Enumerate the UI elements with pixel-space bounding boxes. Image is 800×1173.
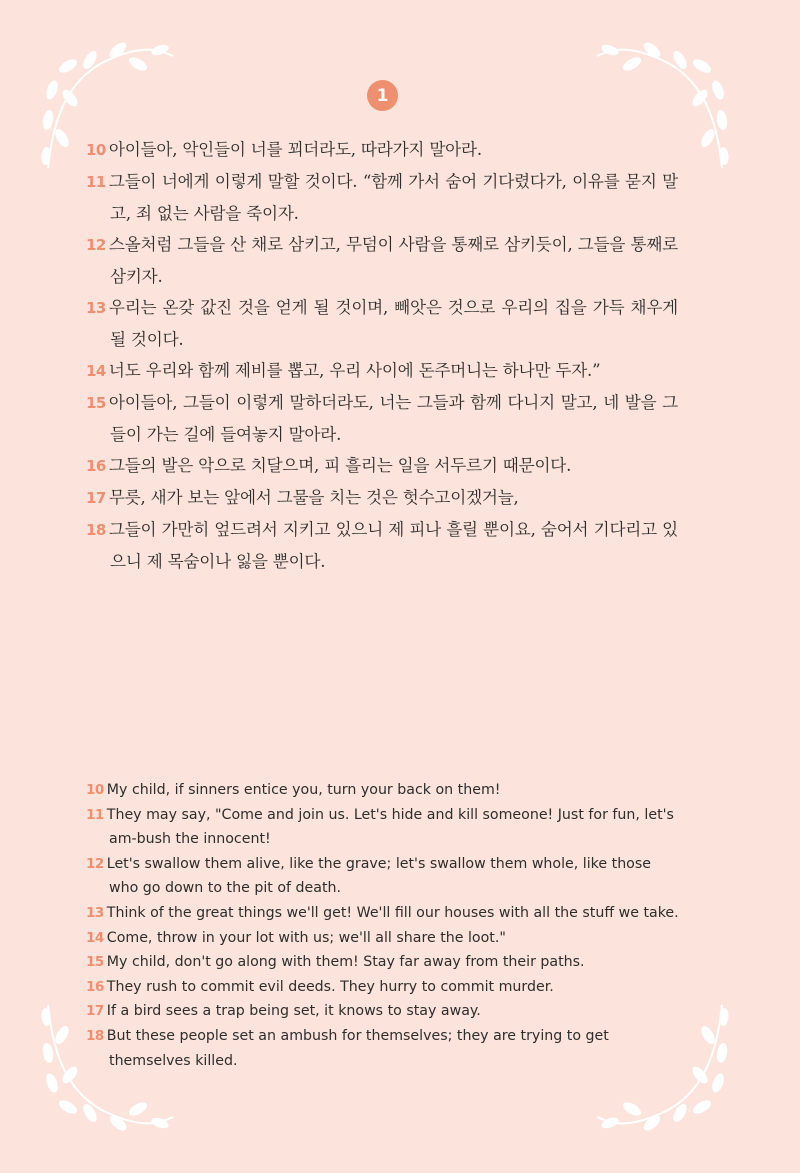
verse-number: 12 xyxy=(86,236,106,254)
verse-text: 우리는 온갖 값진 것을 얻게 될 것이며, 빼앗은 것으로 우리의 집을 가득 채우게 될 것이다. xyxy=(108,298,678,349)
verse-text: If a bird sees a trap being set, it knows to stay away. xyxy=(106,1003,481,1020)
verse-text: 너도 우리와 함께 제비를 뽑고, 우리 사이에 돈주머니는 하나만 두자.” xyxy=(108,361,601,380)
korean-verse-list xyxy=(86,134,678,577)
verse-text: Come, throw in your lot with us; we'll all share the loot." xyxy=(106,929,506,946)
verse-number: 11 xyxy=(86,173,106,191)
verse-text: But these people set an ambush for themselves; they are trying to get themselves killed. xyxy=(106,1027,609,1069)
verse-number: 13 xyxy=(86,299,106,317)
english-verse xyxy=(86,852,680,901)
english-verse xyxy=(86,778,680,803)
verse-text: 무릇, 새가 보는 앞에서 그물을 치는 것은 헛수고이겠거늘, xyxy=(108,488,519,507)
verse-number: 16 xyxy=(86,978,104,995)
verse-number: 15 xyxy=(86,954,104,971)
english-verse xyxy=(86,975,680,1000)
verse-number: 10 xyxy=(86,141,106,159)
verse-text: 스올처럼 그들을 산 채로 삼키고, 무덤이 사람을 통째로 삼키듯이, 그들을 통째로 삼키자. xyxy=(108,235,678,286)
verse-text: My child, if sinners entice you, turn your back on them! xyxy=(106,782,501,798)
verse-number: 12 xyxy=(86,855,104,872)
verse-number: 14 xyxy=(86,929,104,946)
korean-verse xyxy=(86,229,678,292)
english-verse xyxy=(86,901,680,926)
korean-verse xyxy=(86,166,678,229)
verse-number: 14 xyxy=(86,362,106,380)
korean-verse xyxy=(86,355,678,387)
verse-number: 13 xyxy=(86,904,104,921)
verse-text: 아이들아, 그들이 이렇게 말하더라도, 너는 그들과 함께 다니지 말고, 네 발을 그들이 가는 길에 들여놓지 말아라. xyxy=(108,393,678,444)
korean-verse xyxy=(86,482,678,514)
verse-text: They may say, "Come and join us. Let's hide and kill someone! Just for fun, let's am-bush the innocent! xyxy=(106,806,674,848)
verse-number: 18 xyxy=(86,521,106,539)
english-verse xyxy=(86,950,680,975)
verse-number: 17 xyxy=(86,489,106,507)
verse-text: Think of the great things we'll get! We'll fill our houses with all the stuff we take. xyxy=(106,904,679,921)
korean-verse xyxy=(86,292,678,355)
verse-number: 18 xyxy=(86,1027,104,1044)
korean-verse xyxy=(86,514,678,577)
verse-number: 15 xyxy=(86,394,106,412)
verse-text: 그들이 너에게 이렇게 말할 것이다. “함께 가서 숨어 기다렸다가, 이유를 묻지 말고, 죄 없는 사람을 죽이자. xyxy=(108,172,678,223)
verse-text: 아이들아, 악인들이 너를 꾀더라도, 따라가지 말아라. xyxy=(108,140,482,159)
korean-verse xyxy=(86,134,678,166)
verse-text: Let's swallow them alive, like the grave; let's swallow them whole, like those who go down to the pit of death. xyxy=(106,855,651,897)
english-verse xyxy=(86,926,680,951)
verse-text: My child, don't go along with them! Stay far away from their paths. xyxy=(106,954,585,971)
english-verse xyxy=(86,1024,680,1073)
english-verse xyxy=(86,803,680,852)
english-verse-list xyxy=(86,778,680,1073)
korean-verse xyxy=(86,450,678,482)
verse-number: 17 xyxy=(86,1003,104,1020)
english-verse xyxy=(86,999,680,1024)
verse-text: 그들의 발은 악으로 치달으며, 피 흘리는 일을 서두르기 때문이다. xyxy=(108,456,572,475)
verse-text: 그들이 가만히 엎드려서 지키고 있으니 제 피나 흘릴 뿐이요, 숨어서 기다리고 있으니 제 목숨이나 잃을 뿐이다. xyxy=(108,520,678,571)
verse-number: 16 xyxy=(86,457,106,475)
korean-verse xyxy=(86,387,678,450)
verse-number: 11 xyxy=(86,806,104,823)
page-number-badge: 1 xyxy=(367,80,398,111)
verse-text: They rush to commit evil deeds. They hurry to commit murder. xyxy=(106,978,554,995)
verse-number: 10 xyxy=(86,782,104,798)
